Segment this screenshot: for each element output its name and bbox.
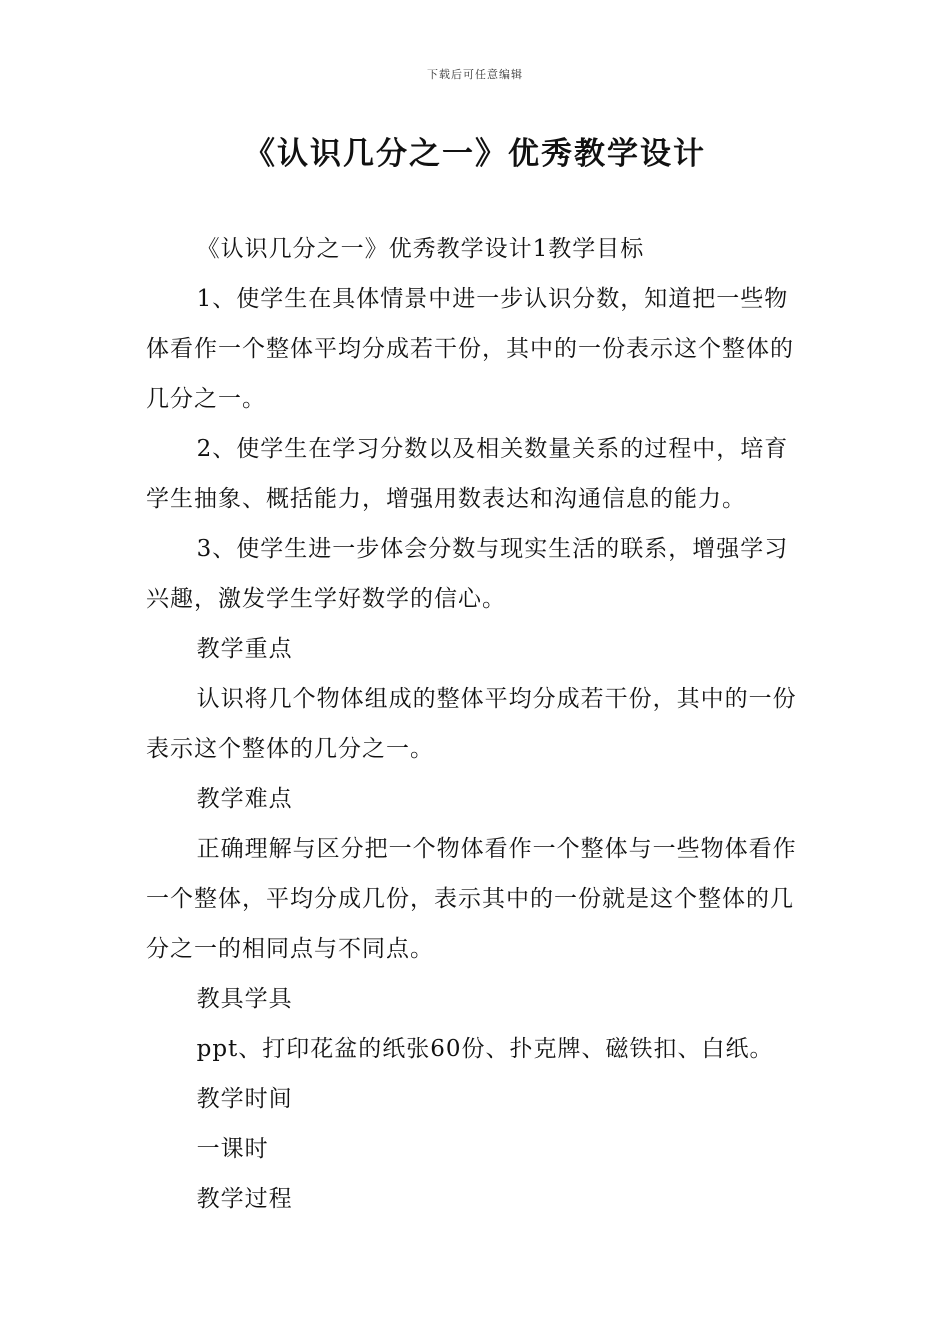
objective-1: 1、使学生在具体情景中进一步认识分数，知道把一些物体看作一个整体平均分成若干份，其中的一份表示这个整体的几分之一。 bbox=[146, 286, 794, 412]
materials-text: ppt、打印花盆的纸张60份、扑克牌、磁铁扣、白纸。 bbox=[196, 1036, 774, 1062]
difficulties-text: 正确理解与区分把一个物体看作一个整体与一些物体看作一个整体，平均分成几份，表示其中的一份就是这个整体的几分之一的相同点与不同点。 bbox=[146, 836, 797, 962]
header-note: 下载后可任意编辑 bbox=[427, 68, 523, 81]
duration-text: 一课时 bbox=[196, 1136, 269, 1162]
objective-2: 2、使学生在学习分数以及相关数量关系的过程中，培育学生抽象、概括能力，增强用数表达和沟通信息的能力。 bbox=[146, 436, 789, 512]
page-title: 《认识几分之一》优秀教学设计 bbox=[244, 136, 706, 172]
objective-3: 3、使学生进一步体会分数与现实生活的联系，增强学习兴趣，激发学生学好数学的信心。 bbox=[146, 536, 789, 612]
section-heading-key-points: 教学重点 bbox=[196, 636, 293, 662]
document-body bbox=[146, 224, 808, 1224]
section-heading-difficulties: 教学难点 bbox=[196, 786, 293, 812]
section-heading-materials: 教具学具 bbox=[196, 986, 293, 1012]
section-heading-process: 教学过程 bbox=[196, 1186, 293, 1212]
subtitle-objectives: 《认识几分之一》优秀教学设计1教学目标 bbox=[196, 236, 645, 262]
section-heading-duration: 教学时间 bbox=[196, 1086, 293, 1112]
key-points-text: 认识将几个物体组成的整体平均分成若干份，其中的一份表示这个整体的几分之一。 bbox=[146, 686, 797, 762]
